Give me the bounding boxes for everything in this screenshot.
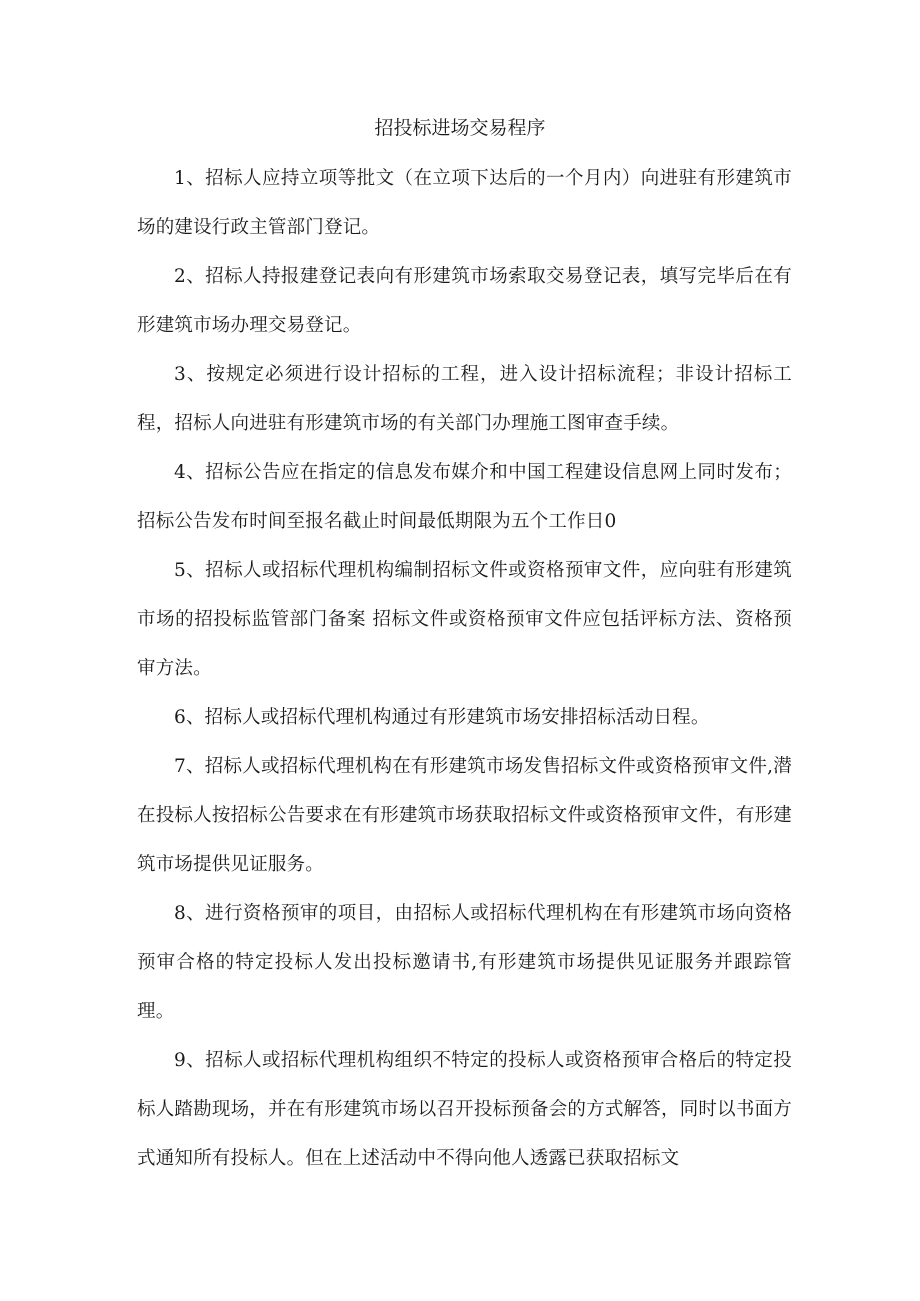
paragraph-7: 7、招标人或招标代理机构在有形建筑市场发售招标文件或资格预审文件,潜在投标人按招标公告要求在有形建筑市场获取招标文件或资格预审文件，有形建筑市场提供见证服务。 <box>137 756 792 875</box>
paragraph-1: 1、招标人应持立项等批文（在立项下达后的一个月内）向进驻有形建筑市场的建设行政主管部门登记。 <box>137 168 792 238</box>
document-body <box>137 154 792 1183</box>
paragraph-9: 9、招标人或招标代理机构组织不特定的投标人或资格预审合格后的特定投标人踏勘现场，并在有形建筑市场以召开投标预备会的方式解答，同时以书面方式通知所有投标人。但在上述活动中不得向他人透露已获取招标文 <box>137 1050 792 1169</box>
paragraph-2: 2、招标人持报建登记表向有形建筑市场索取交易登记表，填写完毕后在有形建筑市场办理交易登记。 <box>137 266 792 336</box>
paragraph-8: 8、进行资格预审的项目，由招标人或招标代理机构在有形建筑市场向资格预审合格的特定投标人发出投标邀请书,有形建筑市场提供见证服务并跟踪管理。 <box>137 903 792 1022</box>
paragraph-5: 5、招标人或招标代理机构编制招标文件或资格预审文件，应向驻有形建筑市场的招投标监管部门备案 招标文件或资格预审文件应包括评标方法、资格预审方法。 <box>137 560 792 679</box>
paragraph-3: 3、按规定必须进行设计招标的工程，进入设计招标流程；非设计招标工程，招标人向进驻有形建筑市场的有关部门办理施工图审查手续。 <box>137 364 792 434</box>
document-title: 招投标进场交易程序 <box>374 117 546 139</box>
paragraph-6: 6、招标人或招标代理机构通过有形建筑市场安排招标活动日程。 <box>174 707 710 728</box>
paragraph-4: 4、招标公告应在指定的信息发布媒介和中国工程建设信息网上同时发布；招标公告发布时间至报名截止时间最低期限为五个工作日0 <box>137 462 792 532</box>
